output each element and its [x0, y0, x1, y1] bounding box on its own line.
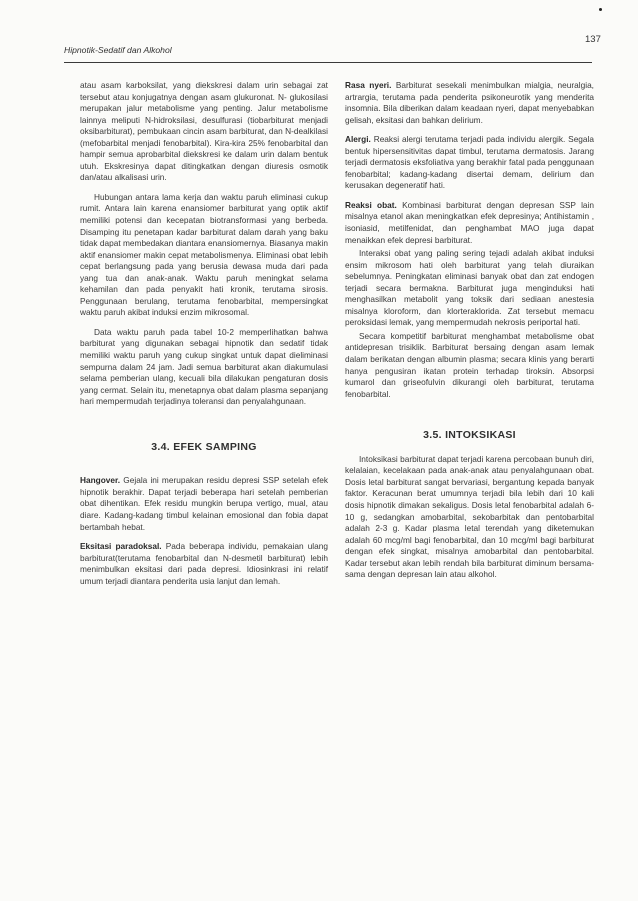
nyeri-text: Barbiturat sesekali menimbulkan mialgia, neuralgia, artrargia, terutama pada penderita psikoneurotik yang menderita insomnia. Bila diberikan dalam keadaan nyeri, dapat menyebabkan gelisah, eksitasi dan bahkan delirium.: [345, 80, 594, 125]
paragraph-reaksi-obat: [345, 200, 594, 246]
paradox-lead: Eksitasi paradoksal.: [80, 541, 162, 552]
paragraph-half-life: Hubungan antara lama kerja dan waktu paruh eliminasi cukup rumit. Antara lain karena enansiomer barbiturat yang optik aktif memiliki potensi dan kecepatan biotransformasi yang berbeda. Disamping itu penetapan kadar barbiturat dalam darah yang baku tidak dapat membedakan diantara enansiomernya. Biasanya makin aktif enansiomer makin cepat metabolismenya. Eliminasi obat lebih cepat berlangsung pada yang berusia dewasa muda dari pada yang tua dan anak-anak. Waktu paruh meningkat selama kehamilan dan pada penyakit hati kronik, terutama sirosis. Penggunaan berulang, terutama fenobarbital, mempersingkat waktu paruh akibat induksi enzim mikrosomal.: [80, 191, 328, 318]
paragraph-hangover: [80, 475, 328, 533]
paradox-text: Pada beberapa individu, pemakaian ulang barbiturat(terutama fenobarbital dan N-desmetil barbiturat) lebih menimbulkan eksitasi dari pada depresi. Idiosinkrasi ini relatif umum terjadi diantara penderita usia lanjut dan lemah.: [80, 541, 328, 586]
hangover-text: Gejala ini merupakan residu depresi SSP setelah efek hipnotik berakhir. Dapat terjadi beberapa hari setelah pemberian obat dihentikan. Efek residu mungkin berupa vertigo, mual, atau diare. Kadang-kadang timbul kelainan emosional dan fobia dapat bertambah hebat.: [80, 475, 328, 532]
left-column: [80, 80, 328, 595]
paragraph-intoksikasi: Intoksikasi barbiturat dapat terjadi karena percobaan bunuh diri, kelalaian, kecelakaan pada anak-anak atau penyalahgunaan obat. Dosis letal barbiturat sangat bervariasi, bergantung kepada banyak faktor. Keracunan berat umumnya terjadi bila lebih dari 10 kali dosis hipnotik dimakan sekaligus. Dosis letal fenobarbital adalah 6-10 g, sedangkan amobarbital, sekobarbitak dan pentobarbital adalah 2-3 g. Kadar plasma letal terendah yang diketemukan adalah 60 mcg/ml bagi fenobarbital, dan 10 mcg/ml bagi barbiturat dengan efek singkat, misalnya amobarbital dan pentobarbital. Kadar tersebut akan lebih rendah bila barbiturat diminum bersama-sama dengan depresan lain atau alkohol.: [345, 453, 594, 580]
paragraph-metabolism: atau asam karboksilat, yang diekskresi dalam urin sebagai zat tersebut atau konjugatnya dengan asam glukuronat. N- glukosilasi merupakan jalur metabolisme yang penting. Jalur metabolisme lainnya meliputi N-hidroksilasi, desulfurasi (tiobarbiturat menjadi oksibarbiturat), pembukaan cincin asam barbiturat, dan N-dealkilasi (mefobarbital menjadi fenobarbital). Kira-kira 25% fenobarbital dan hampir semua aprobarbital diekskresi ke dalam urin dalam bentuk utuh. Ekskresinya dapat ditingkatkan dengan diuresis osmotik dan/atau alkalisasi urin.: [80, 80, 328, 183]
reaksi-text: Kombinasi barbiturat dengan depresan SSP lain misalnya etanol akan meningkatkan efek depresinya; Antihistamin , isoniasid, metilfenidat, dan penghambat MAO juga dapat menaikkan efek depresi barbiturat.: [345, 199, 594, 245]
scan-mark: [599, 8, 602, 11]
paragraph-kompetitif: Secara kompetitif barbiturat menghambat metabolisme obat antidepresan trisiklik. Barbiturat bersaing dengan asam lemak dalam berikatan dengan albumin plasma; secara klinis yang berarti hanya pengusiran ikatan protein terhadap tiroksin. Absorpsi kumarol dan griseofulvin dikurangi oleh barbiturat, terutama fenobarbital.: [345, 330, 594, 399]
alergi-text: Reaksi alergi terutama terjadi pada individu alergik. Segala bentuk hipersensitivitas dapat timbul, terutama dermatosis. Jarang terjadi dermatosis eksfoliativa yang berakhir fatal pada penggunaan fenobarbital; kadang-kadang disertai demam, delirium dan kerusakan degeneratif hati.: [345, 134, 594, 191]
section-heading-efek-samping: 3.4. EFEK SAMPING: [151, 440, 257, 453]
paragraph-alergi: [345, 134, 594, 192]
paragraph-accumulation: Data waktu paruh pada tabel 10-2 memperlihatkan bahwa barbiturat yang digunakan sebagai hipnotik dan sedatif tidak memiliki waktu paruh yang cukup singkat untuk dapat dieliminasi sempurna dalam 24 jam. Jadi semua barbiturat akan diakumulasi selama pemberian ulang, kecuali bila dilakukan pengaturan dosis yang cermat. Selain itu, menetapnya obat dalam plasma sepanjang hari mempermudah terjadinya toleransi dan penyalahgunaan.: [80, 326, 328, 407]
reaksi-lead: Reaksi obat.: [345, 199, 397, 210]
hangover-lead: Hangover.: [80, 475, 121, 486]
paragraph-rasa-nyeri: [345, 80, 594, 126]
alergi-lead: Alergi.: [345, 134, 371, 145]
section-heading-intoksikasi: 3.5. INTOKSIKASI: [423, 429, 516, 442]
page-number: 137: [585, 34, 601, 45]
running-title: Hipnotik-Sedatif dan Alkohol: [64, 45, 172, 55]
paragraph-interaksi: Interaksi obat yang paling sering tejadi adalah akibat induksi ensim mikrosom hati oleh barbiturat yang telah diuraikan sebelumnya. Peningkatan eliminasi banyak obat dan zat endogen terjadi secara bermakna. Barbiturat juga menginduksi hati menghasilkan metabolit yang toksik dari sediaan anestesia misalnya kloroform, dan klorteraklorida. Zat tersebut memacu peroksidasi lemak, yang mempermudah nekrosis periportal hati.: [345, 248, 594, 328]
header-rule: [64, 62, 592, 63]
right-column: [345, 80, 594, 589]
nyeri-lead: Rasa nyeri.: [345, 80, 392, 90]
paragraph-eksitasi-paradoksal: [80, 541, 328, 587]
